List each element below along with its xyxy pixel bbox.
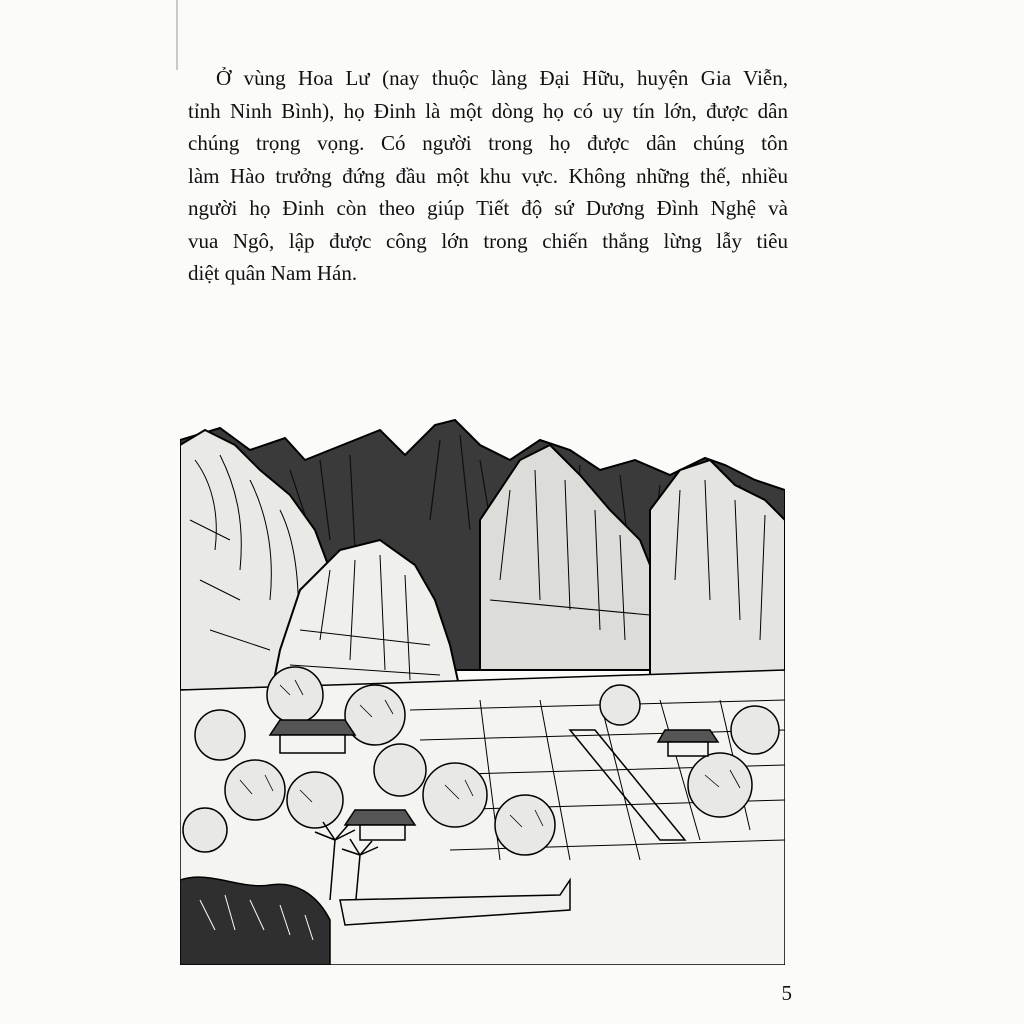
- paragraph-line: diệt quân Nam Hán.: [188, 261, 358, 285]
- body-paragraph: [188, 62, 788, 290]
- paragraph-line: chúng trọng vọng. Có người trong họ được dân chúng tôn: [188, 131, 788, 155]
- page-edge-line: [176, 0, 178, 70]
- paragraph-line: Ở vùng Hoa Lư (nay thuộc làng Đại Hữu, huyện Gia Viễn,: [216, 66, 788, 90]
- paragraph-line: vua Ngô, lập được công lớn trong chiến thắng lừng lẫy tiêu: [188, 228, 788, 253]
- page-number: 5: [781, 981, 792, 1005]
- paragraph-line: người họ Đinh còn theo giúp Tiết độ sứ Dương Đình Nghệ và: [188, 196, 788, 220]
- paragraph-line: làm Hào trưởng đứng đầu một khu vực. Không những thế, nhiều: [188, 163, 788, 188]
- paragraph-line: tỉnh Ninh Bình), họ Đinh là một dòng họ có uy tín lớn, được dân: [188, 98, 788, 123]
- landscape-illustration: [180, 400, 785, 965]
